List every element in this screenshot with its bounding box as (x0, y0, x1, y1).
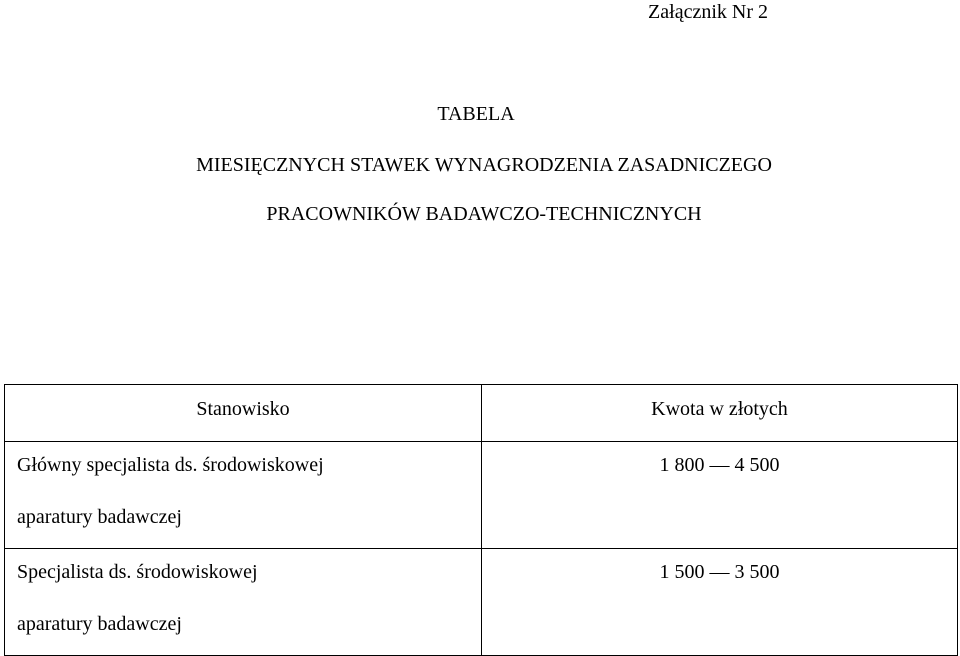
table-row (5, 549, 958, 656)
document-subtitle-line-2: PRACOWNIKÓW BADAWCZO-TECHNICZNYCH (266, 203, 702, 225)
header-amount: Kwota w złotych (482, 385, 958, 442)
amount-cell: 1 800 — 4 500 (482, 442, 958, 549)
position-line: aparatury badawczej (17, 506, 182, 528)
position-cell (5, 549, 482, 656)
position-line: Specjalista ds. środowiskowej (17, 561, 258, 583)
document-subtitle-line-1: MIESIĘCZNYCH STAWEK WYNAGRODZENIA ZASADNICZEGO (196, 154, 772, 176)
table-row (5, 442, 958, 549)
salary-table (4, 384, 958, 656)
position-cell (5, 442, 482, 549)
annex-label: Załącznik Nr 2 (648, 1, 768, 23)
position-line: Główny specjalista ds. środowiskowej (17, 454, 324, 476)
header-position: Stanowisko (5, 385, 482, 442)
document-title: TABELA (437, 103, 515, 125)
amount-cell: 1 500 — 3 500 (482, 549, 958, 656)
table-header-row (5, 385, 958, 442)
position-line: aparatury badawczej (17, 613, 182, 635)
